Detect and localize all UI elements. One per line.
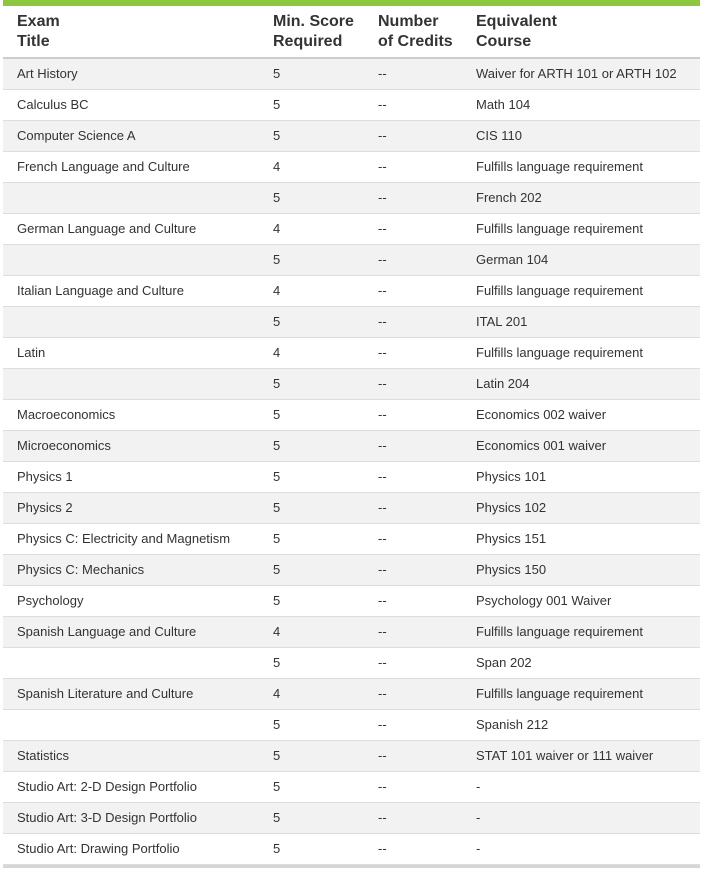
cell-equivalent-course: Fulfills language requirement <box>462 616 700 647</box>
cell-exam-title: Studio Art: Drawing Portfolio <box>3 833 259 864</box>
cell-equivalent-course: Physics 102 <box>462 492 700 523</box>
table-row <box>3 399 700 430</box>
cell-min-score: 5 <box>259 89 364 120</box>
cell-min-score: 5 <box>259 368 364 399</box>
table-row <box>3 368 700 399</box>
cell-number-of-credits: -- <box>364 492 462 523</box>
table-row <box>3 213 700 244</box>
cell-number-of-credits: -- <box>364 585 462 616</box>
cell-number-of-credits: -- <box>364 833 462 864</box>
cell-exam-title: Italian Language and Culture <box>3 275 259 306</box>
cell-number-of-credits: -- <box>364 368 462 399</box>
cell-equivalent-course: Math 104 <box>462 89 700 120</box>
exam-credit-table <box>3 6 700 865</box>
cell-number-of-credits: -- <box>364 647 462 678</box>
cell-number-of-credits: -- <box>364 182 462 213</box>
cell-number-of-credits: -- <box>364 399 462 430</box>
table-row <box>3 89 700 120</box>
cell-equivalent-course: Fulfills language requirement <box>462 275 700 306</box>
cell-min-score: 5 <box>259 430 364 461</box>
cell-equivalent-course: STAT 101 waiver or 111 waiver <box>462 740 700 771</box>
cell-min-score: 5 <box>259 182 364 213</box>
cell-min-score: 4 <box>259 337 364 368</box>
cell-min-score: 5 <box>259 492 364 523</box>
cell-min-score: 4 <box>259 275 364 306</box>
cell-equivalent-course: Physics 150 <box>462 554 700 585</box>
cell-number-of-credits: -- <box>364 430 462 461</box>
cell-equivalent-course: - <box>462 802 700 833</box>
cell-equivalent-course: - <box>462 771 700 802</box>
table-row <box>3 244 700 275</box>
table-row <box>3 337 700 368</box>
cell-equivalent-course: Fulfills language requirement <box>462 337 700 368</box>
table-row <box>3 616 700 647</box>
cell-number-of-credits: -- <box>364 616 462 647</box>
cell-exam-title: Computer Science A <box>3 120 259 151</box>
table-row <box>3 647 700 678</box>
cell-exam-title: Studio Art: 2-D Design Portfolio <box>3 771 259 802</box>
cell-number-of-credits: -- <box>364 151 462 182</box>
table-row <box>3 151 700 182</box>
cell-equivalent-course: Physics 101 <box>462 461 700 492</box>
cell-number-of-credits: -- <box>364 461 462 492</box>
cell-min-score: 5 <box>259 306 364 337</box>
table-header-row <box>3 6 700 58</box>
cell-min-score: 4 <box>259 678 364 709</box>
cell-exam-title <box>3 182 259 213</box>
cell-exam-title: Spanish Literature and Culture <box>3 678 259 709</box>
cell-exam-title: Psychology <box>3 585 259 616</box>
table-row <box>3 802 700 833</box>
cell-number-of-credits: -- <box>364 709 462 740</box>
cell-min-score: 5 <box>259 461 364 492</box>
cell-min-score: 5 <box>259 771 364 802</box>
cell-min-score: 5 <box>259 523 364 554</box>
cell-exam-title: Calculus BC <box>3 89 259 120</box>
cell-exam-title: German Language and Culture <box>3 213 259 244</box>
cell-exam-title: Statistics <box>3 740 259 771</box>
cell-equivalent-course: CIS 110 <box>462 120 700 151</box>
cell-equivalent-course: Physics 151 <box>462 523 700 554</box>
table-row <box>3 740 700 771</box>
table-row <box>3 833 700 864</box>
cell-exam-title: French Language and Culture <box>3 151 259 182</box>
header-exam-title: Exam Title <box>3 6 259 58</box>
cell-number-of-credits: -- <box>364 275 462 306</box>
cell-exam-title <box>3 244 259 275</box>
cell-exam-title: Physics C: Mechanics <box>3 554 259 585</box>
table-row <box>3 182 700 213</box>
cell-number-of-credits: -- <box>364 678 462 709</box>
cell-exam-title: Latin <box>3 337 259 368</box>
table-row <box>3 120 700 151</box>
cell-exam-title <box>3 306 259 337</box>
cell-equivalent-course: Fulfills language requirement <box>462 213 700 244</box>
table-row <box>3 306 700 337</box>
cell-min-score: 5 <box>259 709 364 740</box>
table-row <box>3 771 700 802</box>
cell-exam-title: Physics C: Electricity and Magnetism <box>3 523 259 554</box>
cell-min-score: 5 <box>259 833 364 864</box>
cell-number-of-credits: -- <box>364 120 462 151</box>
cell-number-of-credits: -- <box>364 740 462 771</box>
table-row <box>3 461 700 492</box>
cell-min-score: 4 <box>259 616 364 647</box>
cell-equivalent-course: Economics 002 waiver <box>462 399 700 430</box>
exam-credit-table-container <box>3 0 700 868</box>
table-row <box>3 523 700 554</box>
table-row <box>3 275 700 306</box>
table-bottom-border <box>3 865 700 868</box>
cell-equivalent-course: Fulfills language requirement <box>462 151 700 182</box>
header-min-score: Min. Score Required <box>259 6 364 58</box>
cell-exam-title: Studio Art: 3-D Design Portfolio <box>3 802 259 833</box>
cell-min-score: 5 <box>259 647 364 678</box>
cell-number-of-credits: -- <box>364 89 462 120</box>
cell-exam-title: Physics 2 <box>3 492 259 523</box>
cell-exam-title <box>3 368 259 399</box>
table-row <box>3 58 700 89</box>
cell-exam-title <box>3 647 259 678</box>
cell-equivalent-course: Waiver for ARTH 101 or ARTH 102 <box>462 58 700 89</box>
table-row <box>3 709 700 740</box>
cell-number-of-credits: -- <box>364 554 462 585</box>
cell-equivalent-course: Economics 001 waiver <box>462 430 700 461</box>
table-row <box>3 554 700 585</box>
cell-number-of-credits: -- <box>364 337 462 368</box>
cell-min-score: 5 <box>259 802 364 833</box>
cell-exam-title: Macroeconomics <box>3 399 259 430</box>
cell-equivalent-course: ITAL 201 <box>462 306 700 337</box>
cell-equivalent-course: Fulfills language requirement <box>462 678 700 709</box>
cell-min-score: 5 <box>259 58 364 89</box>
cell-exam-title: Physics 1 <box>3 461 259 492</box>
cell-number-of-credits: -- <box>364 523 462 554</box>
table-row <box>3 678 700 709</box>
cell-min-score: 4 <box>259 213 364 244</box>
cell-equivalent-course: French 202 <box>462 182 700 213</box>
cell-min-score: 5 <box>259 554 364 585</box>
cell-min-score: 5 <box>259 244 364 275</box>
cell-exam-title <box>3 709 259 740</box>
cell-equivalent-course: Psychology 001 Waiver <box>462 585 700 616</box>
cell-exam-title: Microeconomics <box>3 430 259 461</box>
table-body <box>3 58 700 864</box>
header-number-of-credits: Number of Credits <box>364 6 462 58</box>
cell-min-score: 5 <box>259 399 364 430</box>
cell-exam-title: Spanish Language and Culture <box>3 616 259 647</box>
cell-number-of-credits: -- <box>364 213 462 244</box>
cell-equivalent-course: Latin 204 <box>462 368 700 399</box>
cell-min-score: 4 <box>259 151 364 182</box>
cell-number-of-credits: -- <box>364 306 462 337</box>
cell-number-of-credits: -- <box>364 802 462 833</box>
cell-min-score: 5 <box>259 740 364 771</box>
cell-equivalent-course: Spanish 212 <box>462 709 700 740</box>
cell-number-of-credits: -- <box>364 771 462 802</box>
cell-min-score: 5 <box>259 585 364 616</box>
cell-equivalent-course: German 104 <box>462 244 700 275</box>
header-equivalent-course: Equivalent Course <box>462 6 700 58</box>
cell-exam-title: Art History <box>3 58 259 89</box>
cell-number-of-credits: -- <box>364 58 462 89</box>
cell-equivalent-course: - <box>462 833 700 864</box>
cell-number-of-credits: -- <box>364 244 462 275</box>
table-row <box>3 492 700 523</box>
table-row <box>3 585 700 616</box>
cell-equivalent-course: Span 202 <box>462 647 700 678</box>
cell-min-score: 5 <box>259 120 364 151</box>
table-row <box>3 430 700 461</box>
